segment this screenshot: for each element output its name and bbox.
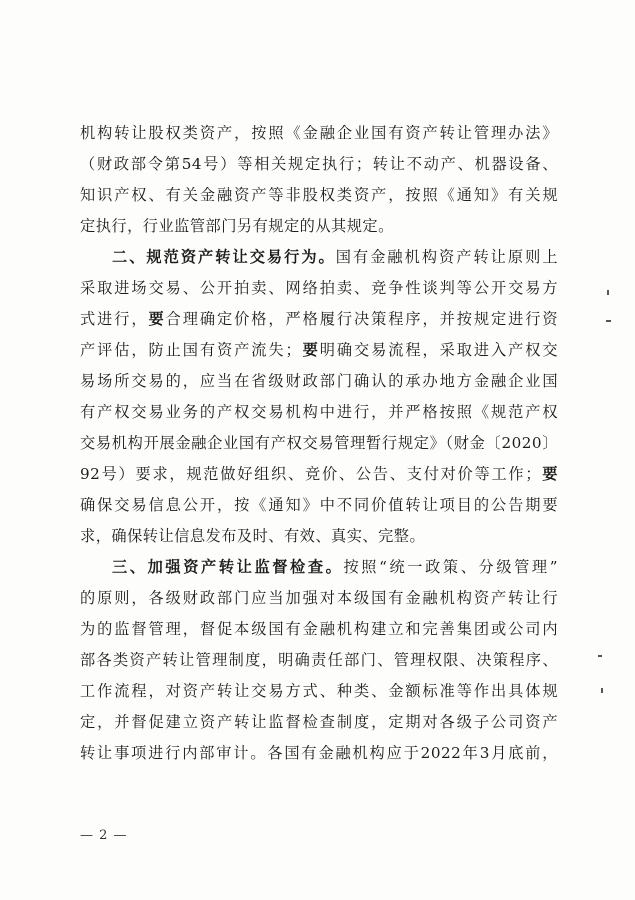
- scan-speck: [606, 320, 611, 322]
- document-body: [80, 118, 558, 769]
- section-heading-line: [80, 552, 558, 583]
- text-line: 工作流程，对资产转让交易方式、种类、金额标准等作出具体规: [80, 682, 558, 700]
- text-run: 国有金融机构资产转让原则上: [335, 248, 558, 266]
- text-line: [80, 304, 558, 335]
- text-line: 转让事项进行内部审计。各国有金融机构应于2022年3月底前，: [80, 744, 558, 762]
- text-line: 定执行，行业监管部门另有规定的从其规定。: [80, 217, 394, 235]
- text-line: 交易机构开展金融企业国有产权交易管理暂行规定》（财金〔2020〕: [80, 434, 558, 452]
- scan-speck: [598, 655, 602, 657]
- text-line: 求，确保转让信息发布及时、有效、真实、完整。: [80, 527, 426, 545]
- scan-speck: [607, 290, 609, 295]
- section-heading-line: [80, 242, 558, 273]
- emphasis-text: 要: [541, 465, 558, 483]
- text-run: 明确交易流程，采取进入产权交: [319, 341, 558, 359]
- text-line: 有产权交易业务的产权交易机构中进行，并严格按照《规范产权: [80, 403, 558, 421]
- text-run: 按照“统一政策、分级管理”: [343, 558, 558, 576]
- section-heading: 二、规范资产转让交易行为。: [112, 248, 336, 266]
- text-line: 定，并督促建立资产转让监督检查制度，定期对各级子公司资产: [80, 713, 558, 731]
- text-line: 的原则，各级财政部门应当加强对本级国有金融机构资产转让行: [80, 589, 558, 607]
- emphasis-text: 要: [148, 310, 166, 328]
- text-run: 式进行，: [80, 310, 149, 328]
- text-line: 确保交易信息公开，按《通知》中不同价值转让项目的公告期要: [80, 496, 558, 514]
- text-line: 为的监督管理，督促本级国有金融机构建立和完善集团或公司内: [80, 620, 558, 638]
- text-line: 易场所交易的，应当在省级财政部门确认的承办地方金融企业国: [80, 372, 558, 390]
- text-line: 知识产权、有关金融资产等非股权类资产，按照《通知》有关规: [80, 186, 558, 204]
- scan-speck: [601, 688, 603, 693]
- text-line: 机构转让股权类资产，按照《金融企业国有资产转让管理办法》: [80, 124, 558, 142]
- text-line: 采取进场交易、公开拍卖、网络拍卖、竞争性谈判等公开交易方: [80, 279, 558, 297]
- text-line: 部各类资产转让管理制度，明确责任部门、管理权限、决策程序、: [80, 651, 558, 669]
- text-run: 92号）要求，规范做好组织、竞价、公告、支付对价等工作；: [80, 465, 542, 483]
- page-number: — 2 —: [80, 828, 128, 843]
- text-line: （财政部令第54号）等相关规定执行；转让不动产、机器设备、: [80, 155, 558, 173]
- text-line: [80, 335, 558, 366]
- emphasis-text: 要: [301, 341, 320, 359]
- text-run: 产评估，防止国有资产流失；: [80, 341, 302, 359]
- text-line: [80, 459, 558, 490]
- text-run: 合理确定价格，严格履行决策程序，并按规定进行资: [165, 310, 558, 328]
- section-heading: 三、加强资产转让监督检查。: [112, 558, 344, 576]
